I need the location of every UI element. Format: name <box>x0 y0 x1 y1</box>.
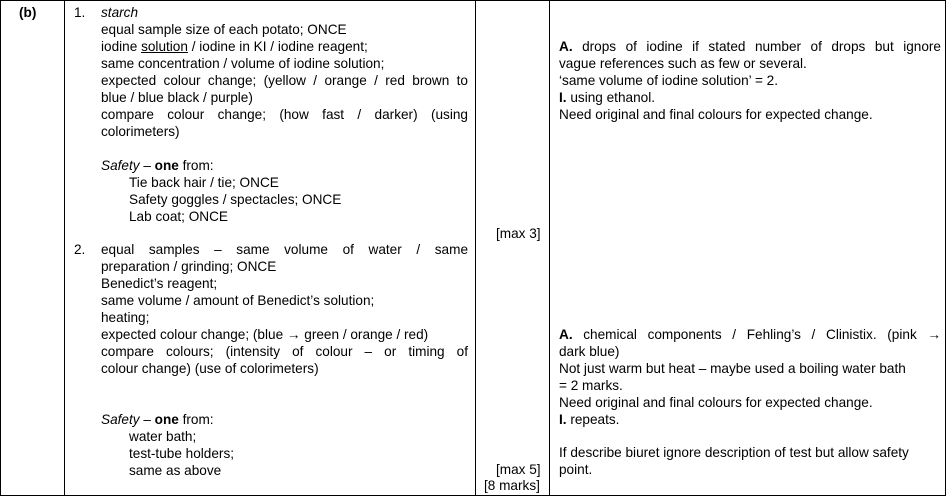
q2-safety-item: water bath; <box>129 429 197 444</box>
q2-note-heat: Not just warm but heat – maybe used a boiling water bath <box>559 361 906 376</box>
q2-safety-item: same as above <box>129 463 222 478</box>
q1-safety-item: Tie back hair / tie; ONCE <box>129 175 279 190</box>
q1-safety-item: Safety goggles / spectacles; ONCE <box>129 192 342 207</box>
column-divider-2 <box>475 0 476 496</box>
total-marks: [8 marks] <box>484 478 540 493</box>
q1-line: compare colour change; (how fast / darker) (using <box>101 107 468 122</box>
q2-note-heat-cont: = 2 marks. <box>559 378 623 393</box>
q1-safety-item: Lab coat; ONCE <box>129 209 228 224</box>
q2-line: preparation / grinding; ONCE <box>101 259 277 274</box>
q1-note-ignore: I. using ethanol. <box>559 90 655 105</box>
q2-number: 2. <box>74 242 86 257</box>
q2-line: equal samples – same volume of water / same <box>101 242 468 257</box>
q1-line: same concentration / volume of iodine solution; <box>101 56 385 71</box>
q2-safety-heading: Safety – one from: <box>101 412 214 427</box>
q1-line: expected colour change; (yellow / orange / red brown to <box>101 73 468 88</box>
underlined-solution: solution <box>141 39 188 54</box>
q1-marks: [max 3] <box>496 226 541 241</box>
q1-line: equal sample size of each potato; ONCE <box>101 22 347 37</box>
column-divider-1 <box>64 0 65 496</box>
q2-note-ignore: I. repeats. <box>559 412 620 427</box>
q2-note-accept-cont: dark blue) <box>559 344 620 359</box>
q2-marks: [max 5] <box>496 462 541 477</box>
part-label: (b) <box>19 5 37 20</box>
q1-title: starch <box>101 5 139 20</box>
q1-line: blue / blue black / purple) <box>101 90 253 105</box>
q2-line: compare colours; (intensity of colour – or timing of <box>101 344 468 359</box>
q2-note-biuret: If describe biuret ignore description of test but allow safety <box>559 445 909 460</box>
q2-line: colour change) (use of colorimeters) <box>101 361 319 376</box>
q2-line: expected colour change; (blue → green / orange / red) <box>101 327 429 342</box>
q1-note-same-volume: ‘same volume of iodine solution’ = 2. <box>559 73 779 88</box>
q2-safety-item: test-tube holders; <box>129 446 235 461</box>
column-divider-3 <box>549 0 550 496</box>
q2-note-accept: A. chemical components / Fehling’s / Clinistix. (pink → <box>559 327 941 342</box>
q2-line: heating; <box>101 310 150 325</box>
q2-note-biuret-cont: point. <box>559 462 593 477</box>
q1-line: colorimeters) <box>101 124 180 139</box>
q2-note-need: Need original and final colours for expected change. <box>559 395 873 410</box>
q1-note-accept-cont: vague references such as few or several. <box>559 56 807 71</box>
q1-note-need: Need original and final colours for expected change. <box>559 107 873 122</box>
q1-line-iodine: iodine solution / iodine in KI / iodine reagent; <box>101 39 368 54</box>
q2-line: Benedict’s reagent; <box>101 276 218 291</box>
q2-line: same volume / amount of Benedict’s solution; <box>101 293 375 308</box>
q1-safety-heading: Safety – one from: <box>101 158 214 173</box>
q1-note-accept: A. drops of iodine if stated number of drops but ignore <box>559 39 941 54</box>
q1-number: 1. <box>74 5 86 20</box>
